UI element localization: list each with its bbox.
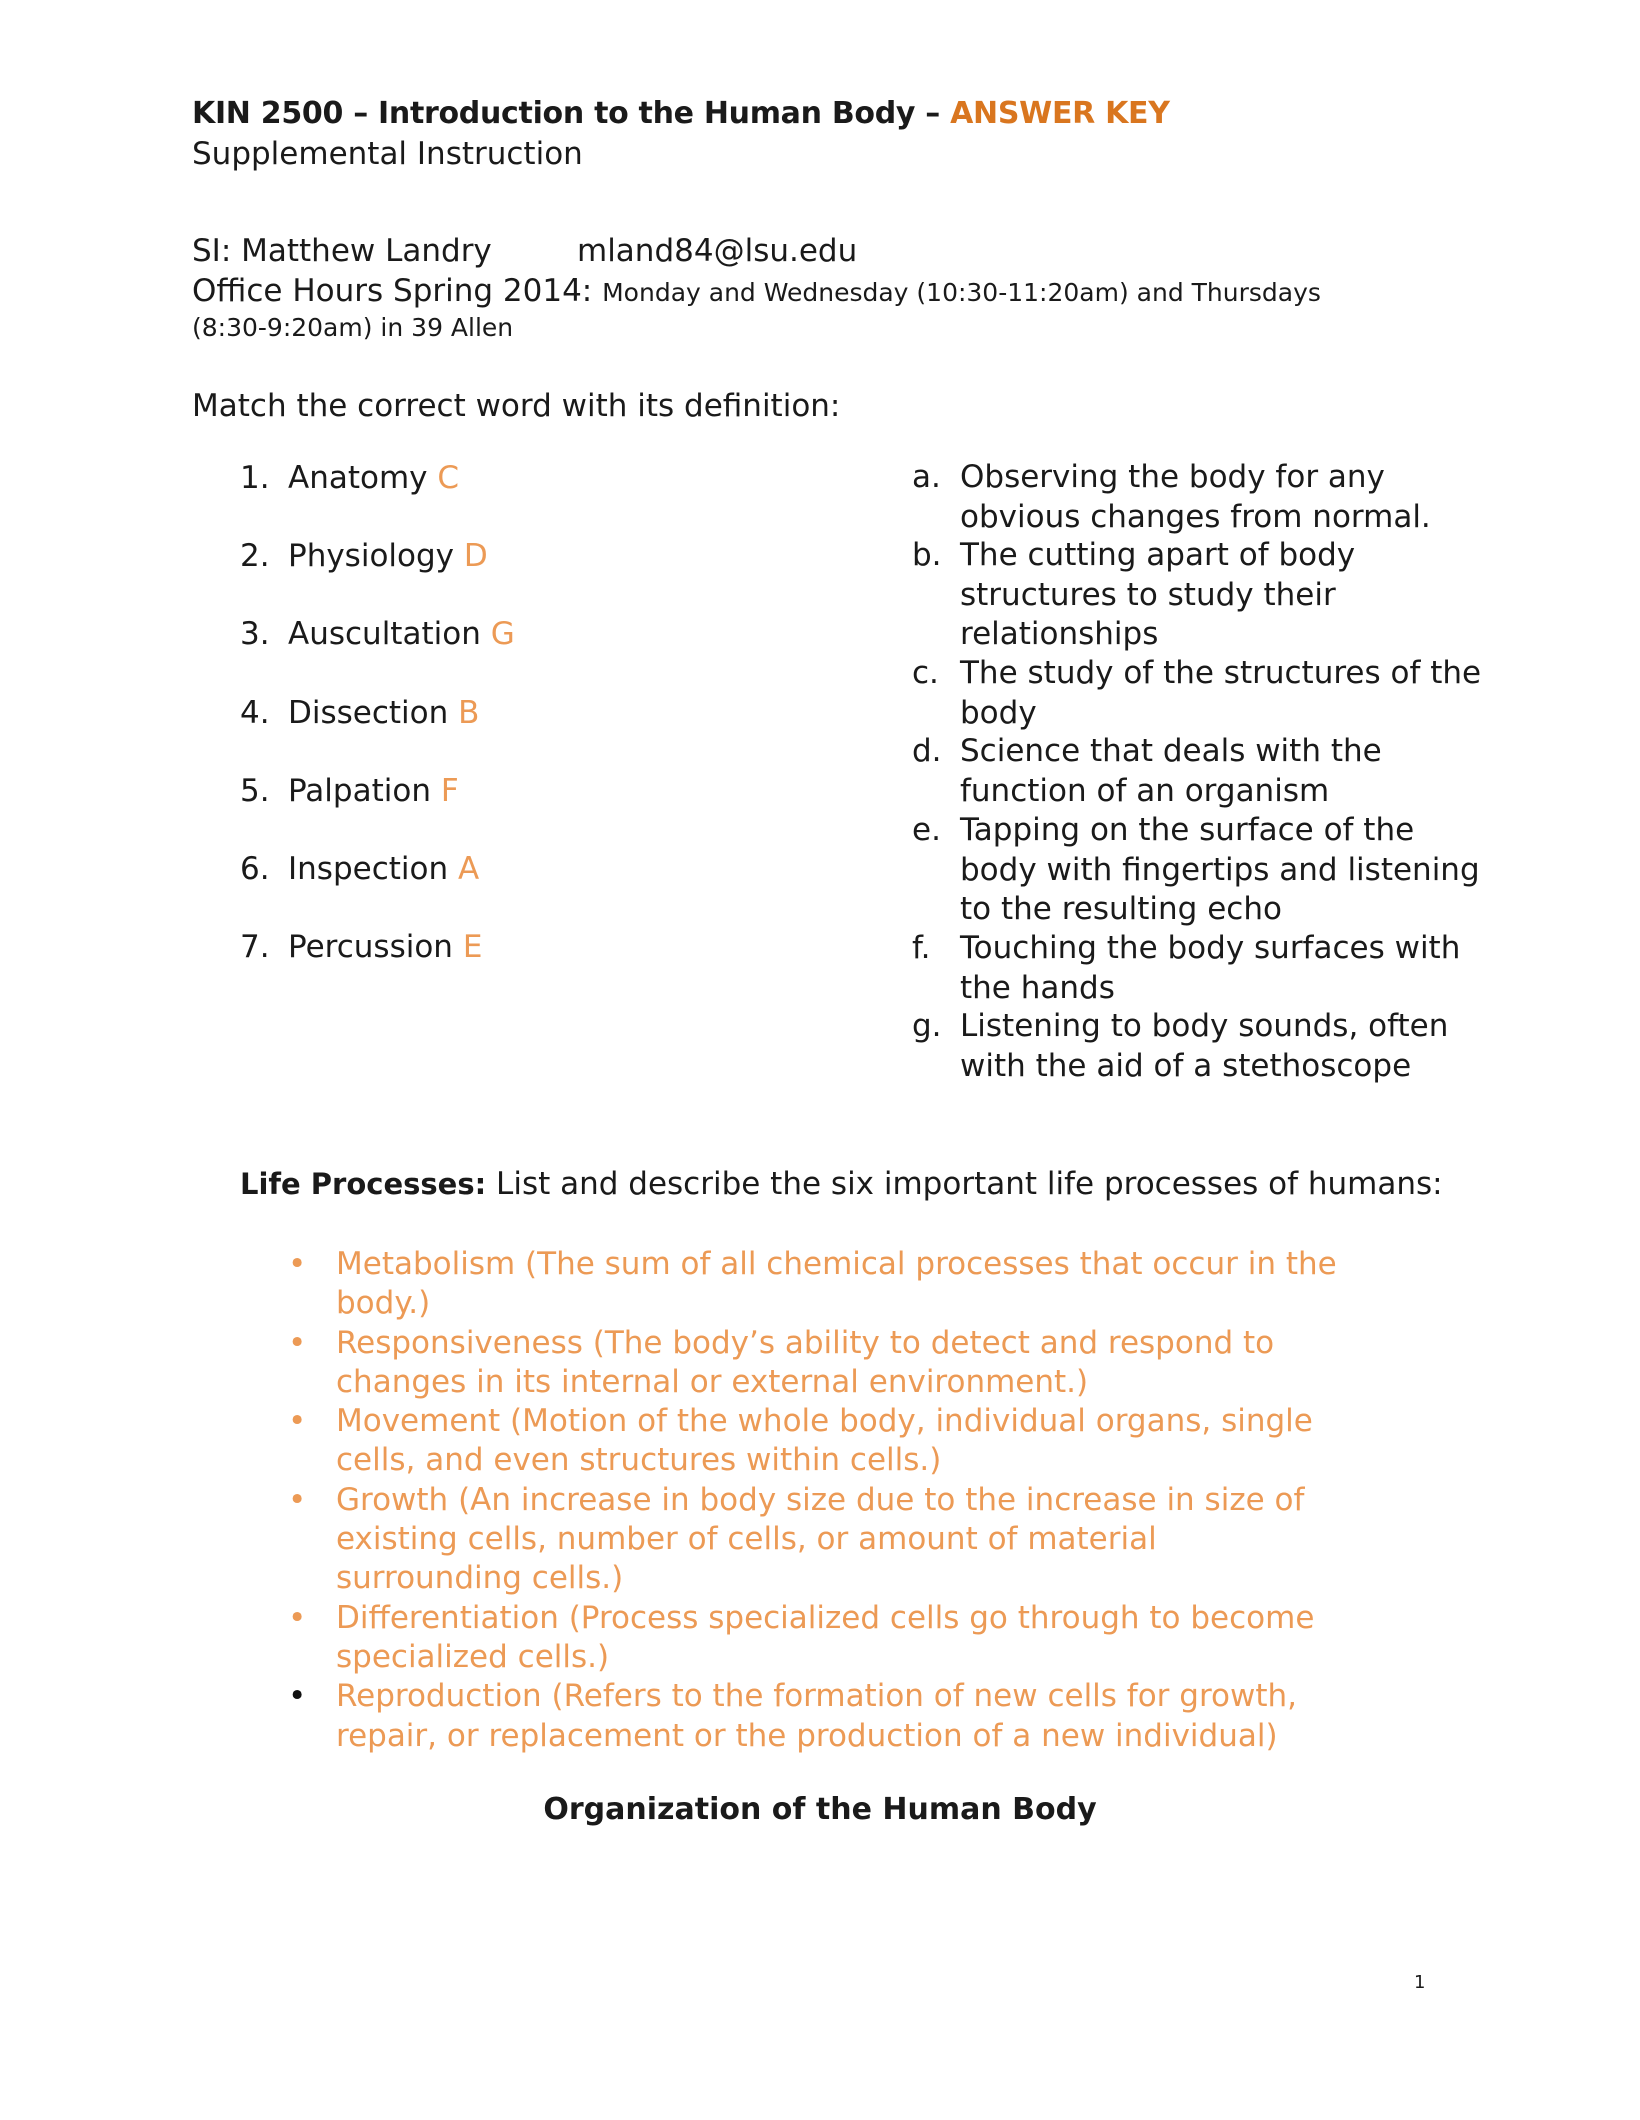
- bullet-icon: •: [288, 1481, 307, 1518]
- bullet-icon: •: [288, 1324, 307, 1361]
- definition-letter: e.: [912, 812, 941, 848]
- definition-letter: a.: [912, 459, 941, 495]
- list-item: [280, 1599, 1340, 1678]
- definition-text: The cutting apart of body structures to study their relationships: [960, 537, 1356, 652]
- document-title: [192, 96, 1170, 131]
- life-processes-label: Life Processes:: [240, 1167, 487, 1201]
- life-processes-list: [280, 1245, 1340, 1756]
- term-number: 1.: [240, 460, 270, 496]
- list-item: [280, 1481, 1340, 1599]
- term-answer: F: [440, 773, 459, 809]
- term-word: Anatomy: [288, 460, 428, 496]
- term-answer: E: [462, 929, 483, 965]
- bullet-icon: •: [288, 1678, 307, 1715]
- page-number: 1: [1414, 1972, 1426, 1993]
- list-item: [280, 1324, 1340, 1403]
- definition-text: Tapping on the surface of the body with fingertips and listening to the resulting echo: [960, 812, 1480, 927]
- term-word: Physiology: [288, 538, 455, 574]
- term-word-wrap: [288, 695, 479, 731]
- organization-heading: Organization of the Human Body: [543, 1792, 1097, 1827]
- term-number: 7.: [240, 929, 270, 965]
- life-processes-heading: [240, 1166, 1443, 1202]
- term-answer: G: [490, 616, 515, 652]
- term-word: Inspection: [288, 851, 449, 887]
- term-number: 2.: [240, 538, 270, 574]
- definition-letter: g.: [912, 1008, 942, 1044]
- term-word: Percussion: [288, 929, 453, 965]
- bullet-icon: •: [288, 1403, 307, 1440]
- definition-letter: b.: [912, 537, 942, 573]
- term-word-wrap: [288, 538, 488, 574]
- si-name: SI: Matthew Landry: [192, 233, 492, 269]
- definition-text: Touching the body surfaces with the hands: [960, 930, 1461, 1006]
- list-item: [280, 1677, 1340, 1756]
- definition-text: Science that deals with the function of an organism: [960, 733, 1382, 809]
- definition-letter: d.: [912, 733, 942, 769]
- list-item-text: Differentiation (Process specialized cells go through to become specialized cells.): [336, 1599, 1315, 1675]
- term-number: 4.: [240, 695, 270, 731]
- term-word-wrap: [288, 616, 515, 652]
- list-item-text: Reproduction (Refers to the formation of new cells for growth, repair, or replacement or the production of a new individual): [336, 1678, 1297, 1754]
- office-hours-times: Monday and Wednesday (10:30-11:20am) and Thursdays: [602, 278, 1321, 307]
- term-answer: C: [437, 460, 460, 496]
- list-item: [280, 1245, 1340, 1324]
- matching-heading: Match the correct word with its definition:: [192, 388, 841, 424]
- list-item-text: Responsiveness (The body’s ability to detect and respond to changes in its internal or external environment.): [336, 1324, 1275, 1400]
- bullet-icon: •: [288, 1246, 307, 1282]
- office-hours-location: (8:30-9:20am) in 39 Allen: [192, 313, 514, 342]
- term-number: 6.: [240, 851, 270, 887]
- term-word-wrap: [288, 851, 479, 887]
- list-item: [280, 1402, 1340, 1481]
- term-answer: D: [463, 538, 488, 574]
- term-answer: B: [458, 695, 480, 731]
- term-word-wrap: [288, 460, 459, 496]
- term-answer: A: [457, 851, 480, 887]
- definition-text: Observing the body for any obvious changes from normal.: [960, 459, 1431, 535]
- definition-letter: f.: [912, 930, 931, 966]
- definition-text: Listening to body sounds, often with the aid of a stethoscope: [960, 1008, 1449, 1084]
- title-prefix: KIN 2500 – Introduction to the Human Body –: [192, 96, 951, 131]
- definition-text: The study of the structures of the body: [960, 655, 1482, 731]
- list-item-text: Metabolism (The sum of all chemical processes that occur in the body.): [336, 1246, 1337, 1322]
- term-number: 5.: [240, 773, 270, 809]
- bullet-icon: •: [288, 1599, 307, 1636]
- answer-key-label: ANSWER KEY: [950, 96, 1170, 131]
- document-subtitle: Supplemental Instruction: [192, 136, 583, 172]
- term-word: Auscultation: [288, 616, 481, 652]
- term-word: Dissection: [288, 695, 449, 731]
- life-processes-instruction: List and describe the six important life processes of humans:: [486, 1166, 1443, 1202]
- term-number: 3.: [240, 616, 270, 652]
- list-item-text: Movement (Motion of the whole body, individual organs, single cells, and even structures within cells.): [336, 1403, 1313, 1479]
- term-word-wrap: [288, 929, 482, 965]
- office-hours-label: Office Hours Spring 2014:: [192, 273, 603, 309]
- term-word: Palpation: [288, 773, 431, 809]
- list-item-text: Growth (An increase in body size due to the increase in size of existing cells, number of cells, or amount of material surrounding cells.): [336, 1481, 1305, 1597]
- definition-letter: c.: [912, 655, 939, 691]
- term-word-wrap: [288, 773, 459, 809]
- si-email: mland84@lsu.edu: [577, 233, 858, 269]
- office-hours-line: [192, 273, 1321, 309]
